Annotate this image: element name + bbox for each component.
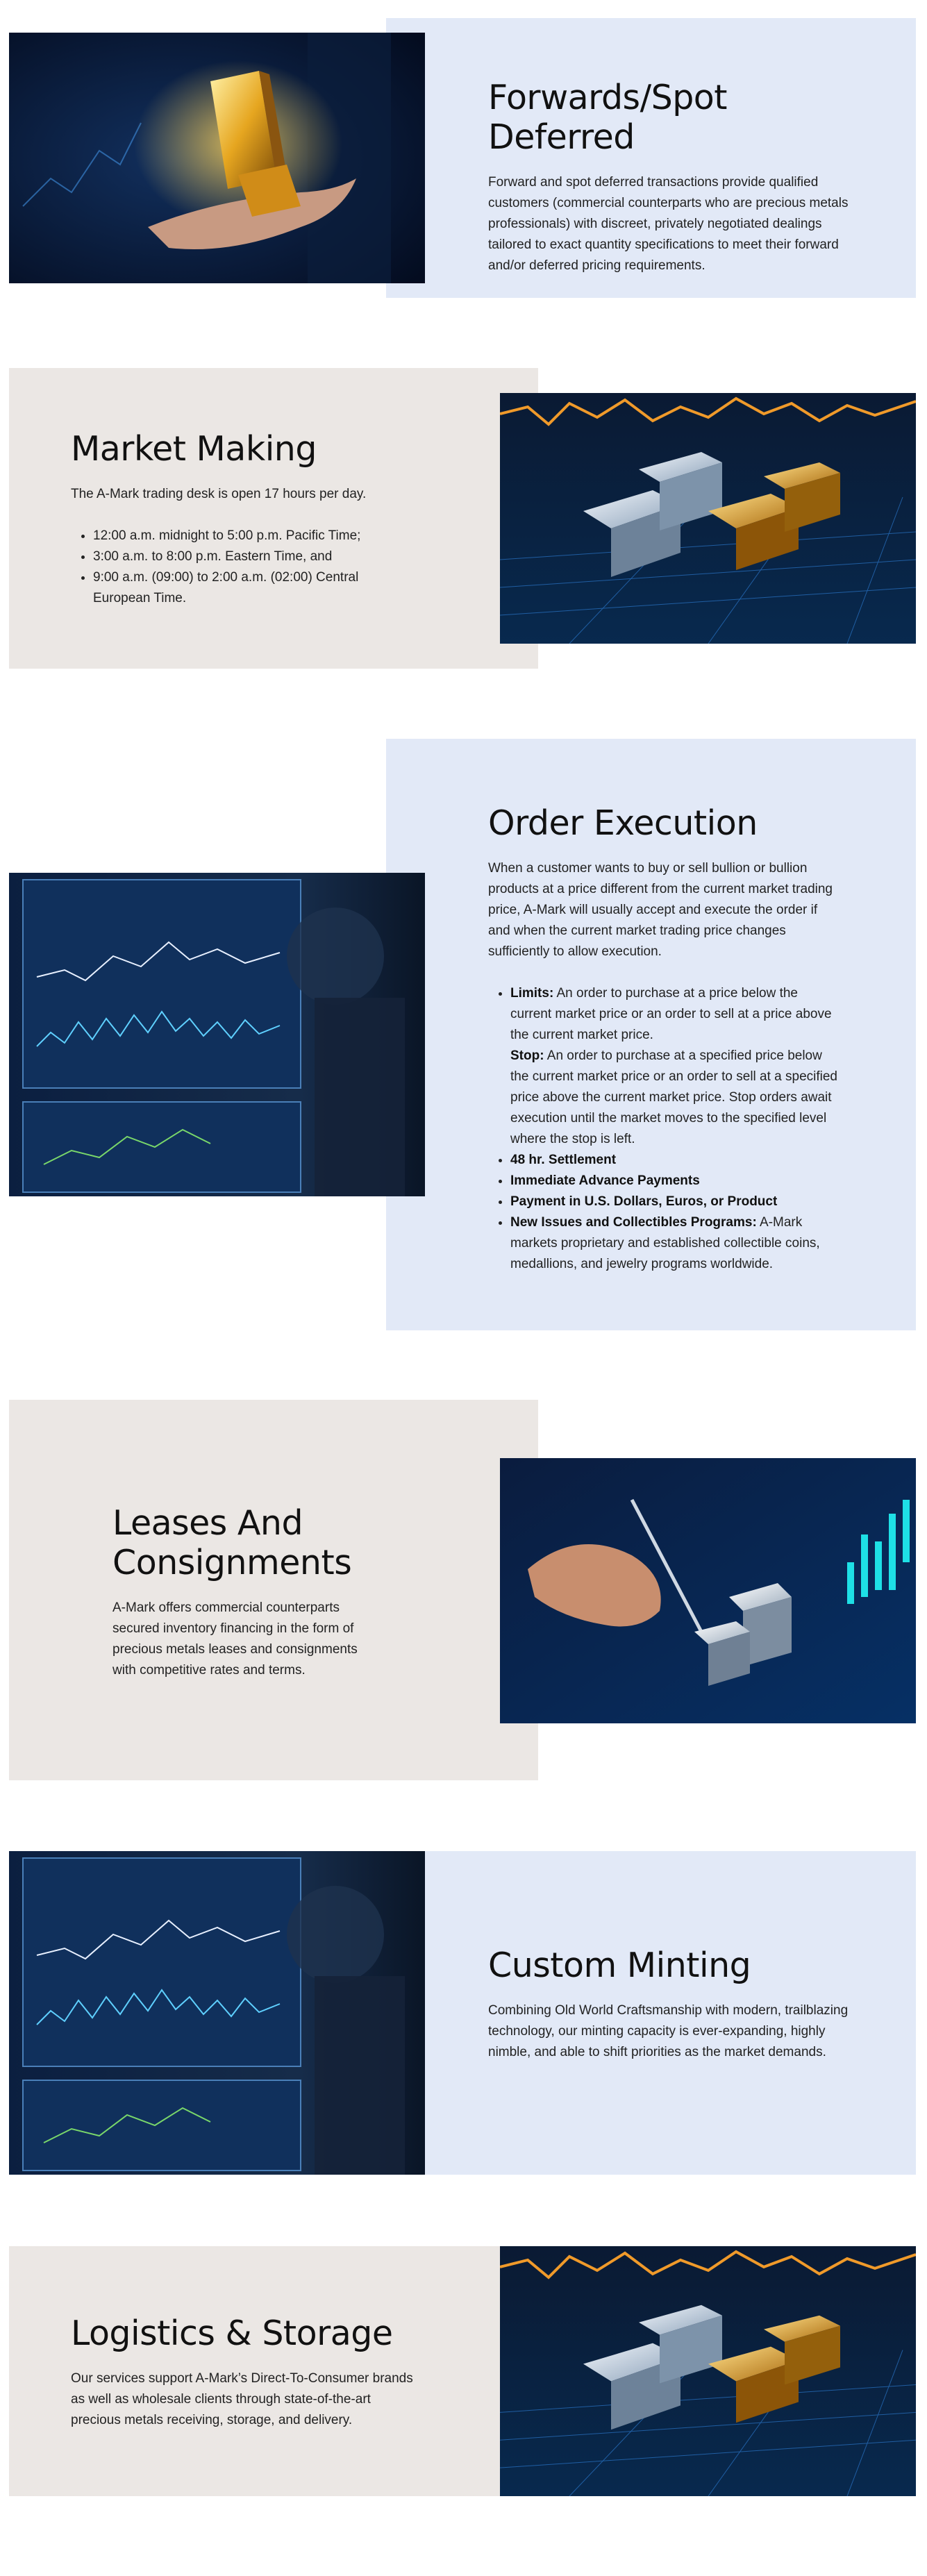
new-issues-item: [510, 1212, 839, 1275]
logistics-title: Logistics & Storage: [71, 2314, 393, 2353]
gold-bar-hand-image: [9, 33, 425, 283]
leases-body: A-Mark offers commercial counterparts secured inventory financing in the form of precious metals leases and consignments with competitive rates and terms.: [112, 1600, 358, 1678]
order-execution-intro: When a customer wants to buy or sell bullion or bullion products at a price different from the current market trading price, A-Mark will usually accept and execute the order if and when the current market trading price changes sufficiently to allow execution.: [488, 861, 833, 959]
order-execution-title: Order Execution: [488, 803, 758, 843]
trading-hours-pacific: • 12:00 a.m. midnight to 5:00 p.m. Pacific Time;: [93, 526, 397, 546]
order-type-limits: [510, 983, 839, 1150]
forwards-body: Forward and spot deferred transactions provide qualified customers (commercial counterparts who are precious metals professionals) with discreet, privately negotiated dealings tailored to exact quantity specifications to meet their forward and/or deferred pricing requirements.: [488, 175, 849, 273]
payment-currency-label: Payment in U.S. Dollars, Euros, or Product: [510, 1194, 778, 1209]
custom-minting-text: [488, 1946, 849, 2063]
stop-label: Stop:: [510, 1048, 544, 1063]
stop-text: An order to purchase at a specified price below the current market price or an order to sell at a specified price above the current market price. Stop orders await execution until the market moves to the specified level where the stop is left.: [510, 1048, 838, 1146]
trading-hours-list: [71, 526, 397, 609]
trading-hours-central-european: • 9:00 a.m. (09:00) to 2:00 a.m. (02:00) Central European Time.: [93, 567, 397, 609]
market-making-intro: The A-Mark trading desk is open 17 hours per day.: [71, 487, 367, 501]
leases-title: Leases And Consignments: [112, 1503, 352, 1582]
metal-bars-chart-image: [500, 393, 916, 644]
limits-text: An order to purchase at a price below the current market price or an order to sell at a price above the current market price.: [510, 986, 832, 1042]
logistics-text: [71, 2314, 421, 2431]
settlement-item: [510, 1150, 839, 1171]
logistics-body: Our services support A-Mark’s Direct-To-Consumer brands as well as wholesale clients through state-of-the-art precious metals receiving, storage, and delivery.: [71, 2371, 413, 2427]
leases-text: [112, 1503, 376, 1681]
payment-currency-item: [510, 1191, 839, 1212]
order-type-stop: [510, 1046, 839, 1150]
advance-payments-label: Immediate Advance Payments: [510, 1173, 700, 1188]
trading-monitors-image-2: [9, 1851, 425, 2175]
settlement-label: 48 hr. Settlement: [510, 1153, 617, 1167]
forwards-title: Forwards/Spot Deferred: [488, 78, 727, 157]
limits-label: Limits:: [510, 986, 554, 1001]
trading-monitors-image-1: [9, 873, 425, 1196]
market-making-text: [71, 429, 397, 609]
tweezers-silver-bars-image: [500, 1458, 916, 1723]
trading-hours-eastern: • 3:00 a.m. to 8:00 p.m. Eastern Time, and: [93, 546, 397, 567]
forwards-text: [488, 78, 856, 276]
custom-minting-title: Custom Minting: [488, 1946, 751, 1985]
custom-minting-body: Combining Old World Craftsmanship with modern, trailblazing technology, our minting capacity is ever-expanding, highly nimble, and able to shift priorities as the market demands.: [488, 2003, 849, 2059]
new-issues-label: New Issues and Collectibles Programs:: [510, 1215, 757, 1230]
new-issues-text: A-Mark markets proprietary and established collectible coins, medallions, and jewelry programs worldwide.: [510, 1215, 820, 1271]
order-types-list: [488, 983, 839, 1275]
order-execution-text: [488, 803, 839, 1275]
metal-bars-chart-image-2: [500, 2246, 916, 2496]
market-making-title: Market Making: [71, 429, 317, 469]
advance-payments-item: [510, 1171, 839, 1191]
